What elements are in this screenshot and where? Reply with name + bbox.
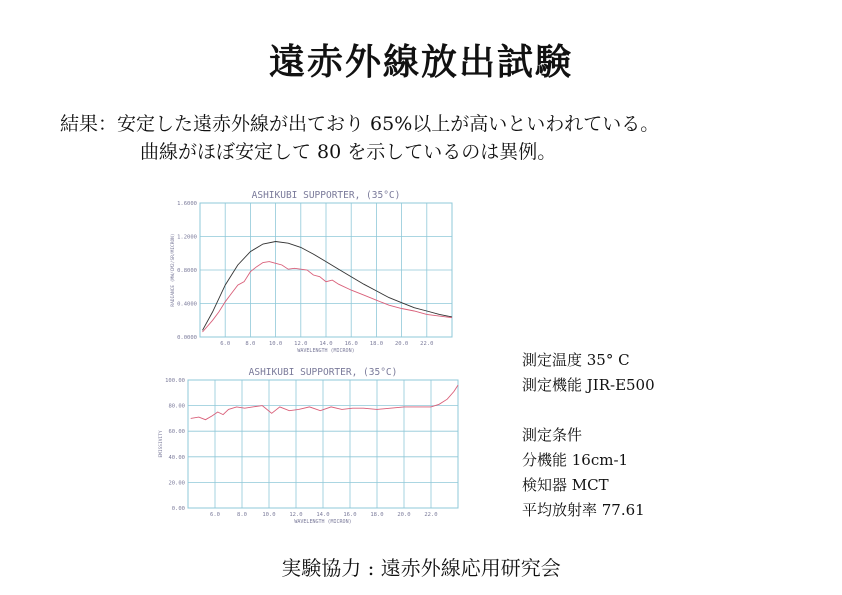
chart-title: ASHIKUBI SUPPORTER, (35°C) xyxy=(248,367,398,378)
y-tick-label: 1.2000 xyxy=(177,234,197,241)
y-tick-label: 100.00 xyxy=(165,378,185,384)
credit-line: 実験協力 : 遠赤外線応用研究会 xyxy=(281,556,561,580)
y-tick-label: 0.4000 xyxy=(177,301,197,308)
spec-device: 測定機能 JIR-E500 xyxy=(522,376,655,394)
x-tick-label: 18.0 xyxy=(369,341,384,347)
spec-conditions-title: 測定条件 xyxy=(522,426,583,444)
x-axis-label: WAVELENGTH (MICRON) xyxy=(294,519,352,525)
y-tick-label: 0.8000 xyxy=(177,268,197,274)
x-tick-label: 12.0 xyxy=(289,512,303,518)
y-tick-label: 0.0000 xyxy=(177,335,197,341)
results-line-2: 曲線がほぼ安定して 80 を示しているのは異例。 xyxy=(140,141,557,163)
x-tick-label: 22.0 xyxy=(420,341,434,347)
spec-resolution: 分機能 16cm-1 xyxy=(522,451,629,469)
series-line xyxy=(203,262,453,332)
x-tick-label: 16.0 xyxy=(344,341,358,347)
y-tick-label: 0.00 xyxy=(171,506,185,512)
x-tick-label: 14.0 xyxy=(316,512,330,518)
y-tick-label: 1.6000 xyxy=(177,201,197,207)
spec-average: 平均放射率 77.61 xyxy=(522,501,645,519)
page-title: 遠赤外線放出試験 xyxy=(268,41,573,83)
series-line xyxy=(191,385,458,420)
y-tick-label: 20.00 xyxy=(168,480,185,487)
x-tick-label: 16.0 xyxy=(343,512,357,518)
series-line xyxy=(203,242,453,331)
x-tick-label: 10.0 xyxy=(262,512,276,518)
y-axis-label: EMISSIVITY xyxy=(159,430,164,458)
x-tick-label: 22.0 xyxy=(424,512,438,518)
x-tick-label: 20.0 xyxy=(394,341,409,347)
x-tick-label: 8.0 xyxy=(245,341,256,347)
x-tick-label: 14.0 xyxy=(319,341,333,347)
results-line-1: 結果：安定した遠赤外線が出ており 65%以上が高いといわれている。 xyxy=(60,113,660,135)
x-tick-label: 20.0 xyxy=(397,512,411,518)
y-axis-label: RADIANCE (MW/CM2/SR/MICRON) xyxy=(171,233,176,307)
x-tick-label: 10.0 xyxy=(268,341,283,347)
y-tick-label: 60.00 xyxy=(168,429,185,436)
radiance-chart xyxy=(160,183,460,358)
x-tick-label: 8.0 xyxy=(237,512,247,518)
chart-title: ASHIKUBI SUPPORTER, (35°C) xyxy=(251,190,401,201)
spec-detector: 検知器 MCT xyxy=(522,476,609,494)
y-tick-label: 40.00 xyxy=(168,454,185,461)
x-tick-label: 6.0 xyxy=(210,512,220,518)
measurement-specs xyxy=(522,348,655,523)
emissivity-chart xyxy=(160,360,460,530)
spec-temperature: 測定温度 35° C xyxy=(522,351,630,369)
x-axis-label: WAVELENGTH (MICRON) xyxy=(297,348,355,354)
x-tick-label: 6.0 xyxy=(220,341,231,347)
x-tick-label: 18.0 xyxy=(370,512,384,518)
y-tick-label: 80.00 xyxy=(168,403,185,410)
results-text xyxy=(60,110,659,166)
x-tick-label: 12.0 xyxy=(294,341,308,347)
